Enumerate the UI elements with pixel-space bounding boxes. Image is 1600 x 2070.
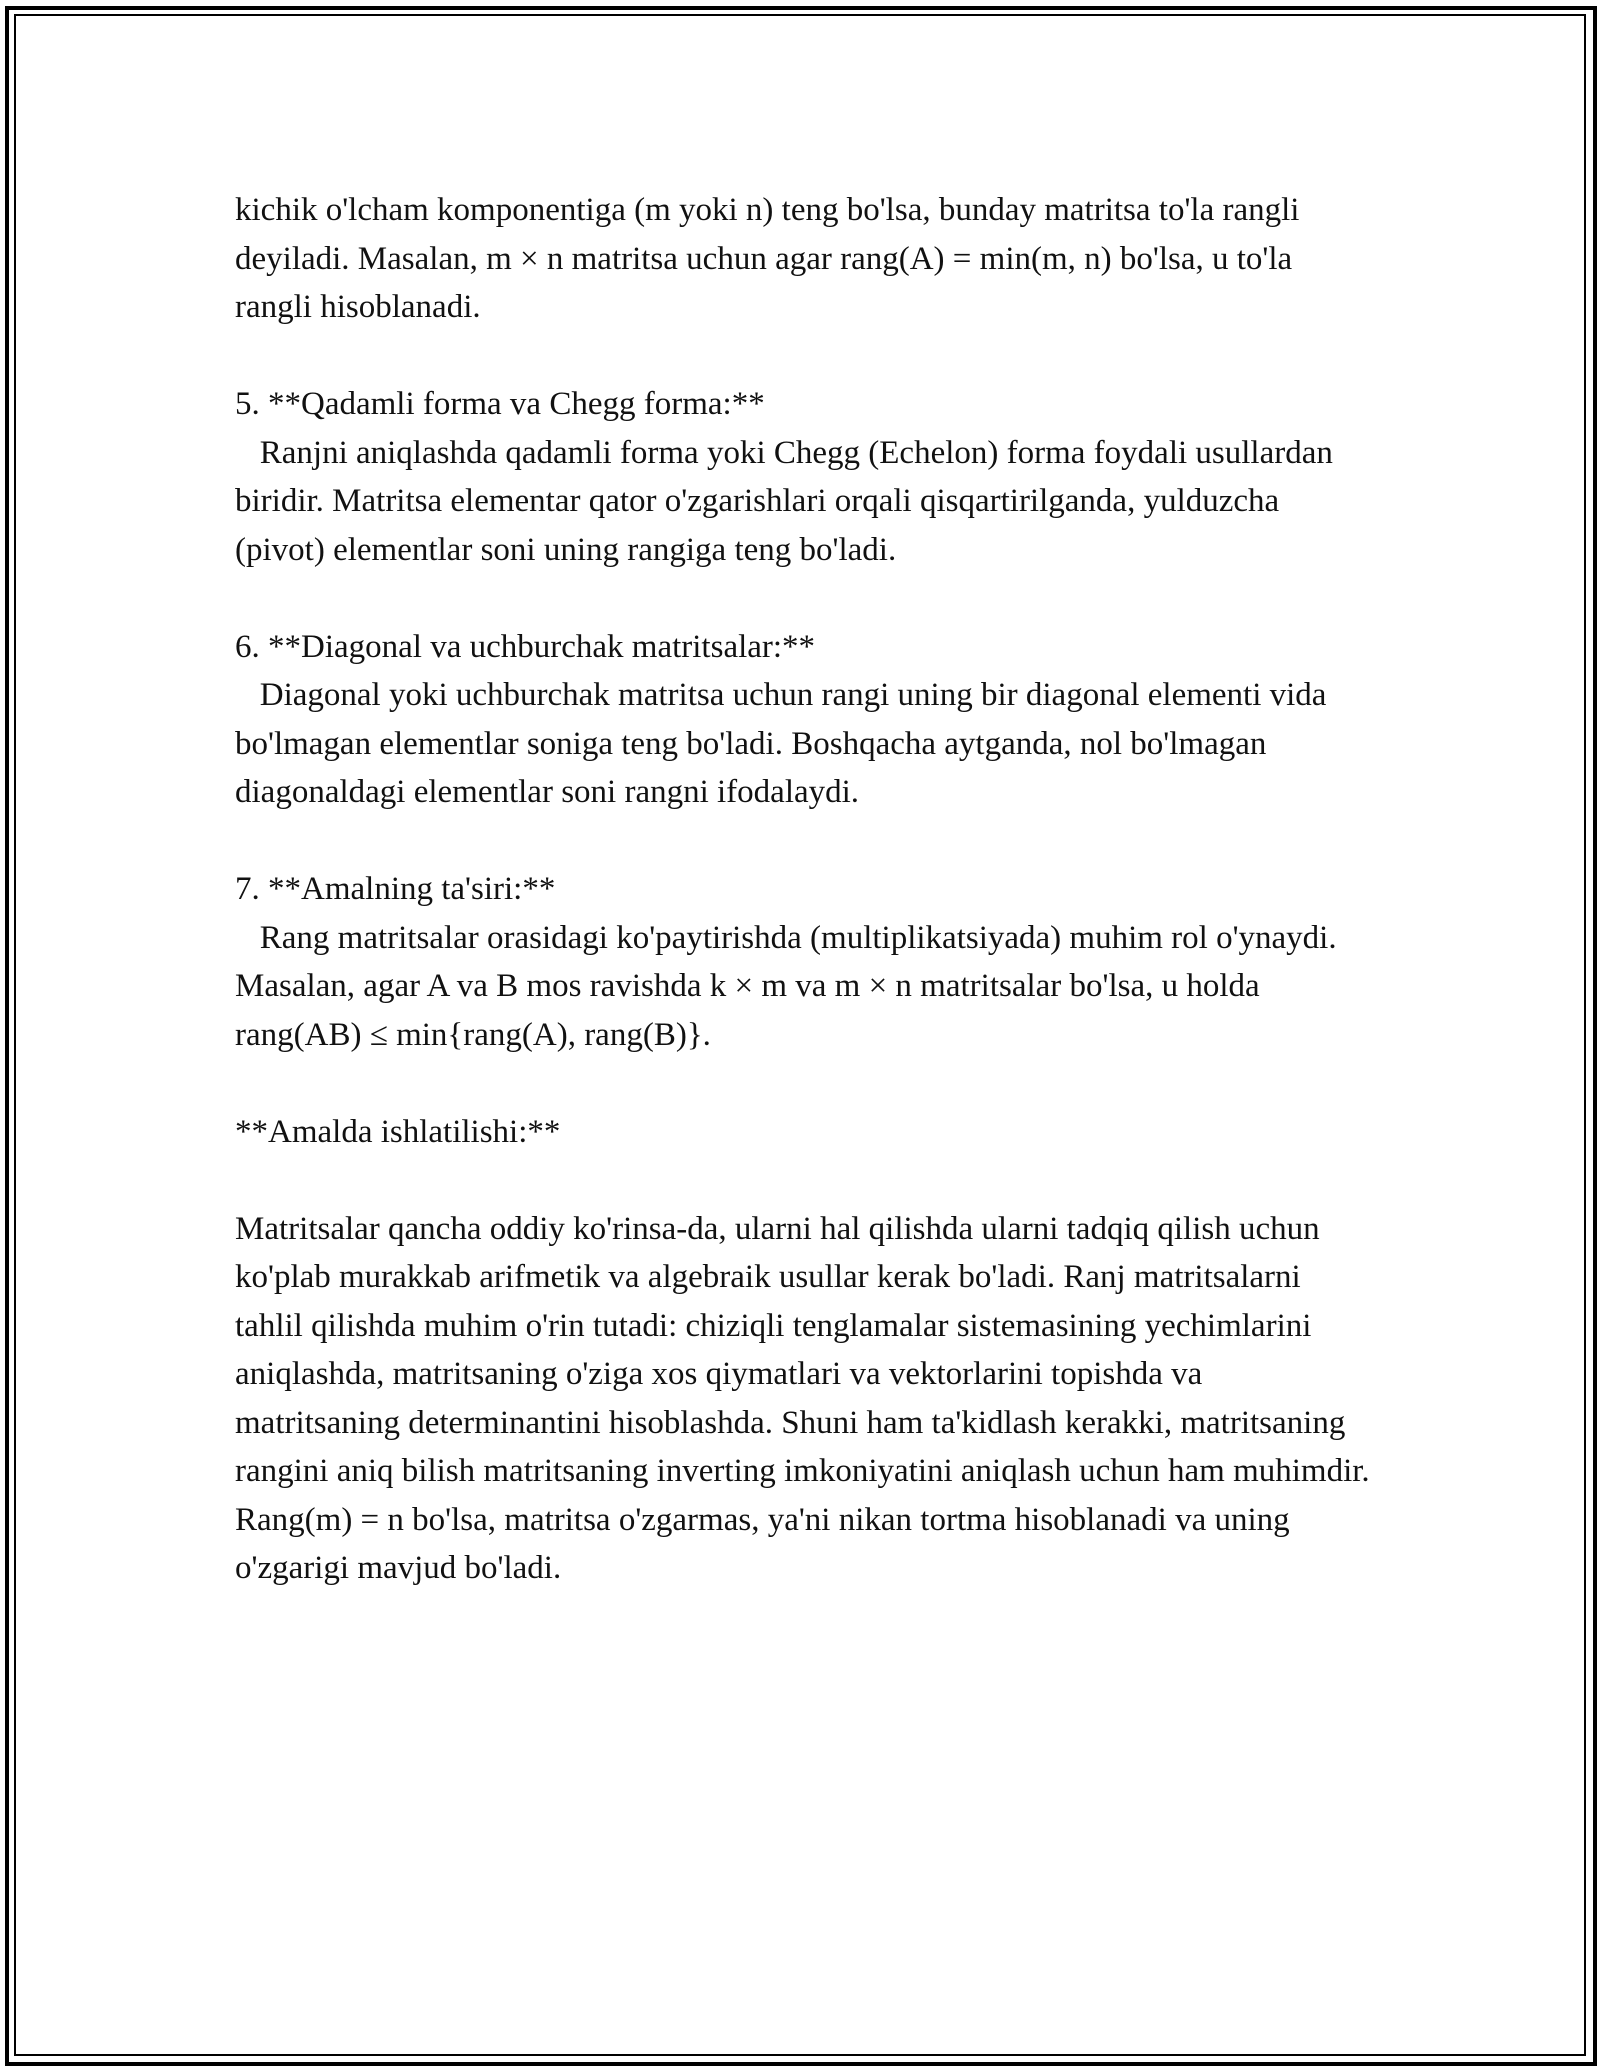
- usage-heading: **Amalda ishlatilishi:**: [235, 1113, 561, 1150]
- spacer: [235, 574, 1375, 623]
- section-7-heading: 7. **Amalning ta'siri:**: [235, 871, 556, 907]
- section-5-heading: 5. **Qadamli forma va Chegg forma:**: [235, 386, 765, 422]
- spacer: [235, 332, 1375, 381]
- spacer: [235, 1059, 1375, 1108]
- spacer: [235, 1156, 1375, 1205]
- spacer: [235, 817, 1375, 866]
- intro-paragraph: kichik o'lcham komponentiga (m yoki n) teng bo'lsa, bunday matritsa to'la rangli deyiladi. Masalan, m × n matritsa uchun agar rang(A) = min(m, n) bo'lsa, u to'la rangli hisoblanadi.: [235, 192, 1308, 325]
- usage-body: Matritsalar qancha oddiy ko'rinsa-da, ularni hal qilishda ularni tadqiq qilish uchun ko'plab murakkab arifmetik va algebraik usullar kerak bo'ladi. Ranj matritsalarni tahlil qilishda muhim o'rin tutadi: chiziqli tenglamalar sistemasining yechimlarini aniqlashda, matritsaning o'ziga xos qiymatlari va vektorlarini topishda va matritsaning determinantini hisoblashda. Shuni ham ta'kidlash kerakki, matritsaning rangini aniq bilish matritsaning inverting imkoniyatini aniqlash uchun ham muhimdir. Rang(m) = n bo'lsa, matritsa o'zgarmas, ya'ni nikan tortma hisoblanadi va uning o'zgarigi mavjud bo'ladi.: [235, 1210, 1378, 1586]
- section-7-body: Rang matritsalar orasidagi ko'paytirishda (multiplikatsiyada) muhim rol o'ynaydi. Masalan, agar A va B mos ravishda k × m va m × n matritsalar bo'lsa, u holda rang(AB) ≤ min{rang(A), rang(B)}.: [235, 919, 1345, 1053]
- section-6-body: Diagonal yoki uchburchak matritsa uchun rangi uning bir diagonal elementi vida bo'lmagan elementlar soniga teng bo'ladi. Boshqacha aytganda, nol bo'lmagan diagonaldagi elementlar soni rangni ifodalaydi.: [235, 677, 1335, 810]
- section-6-heading: 6. **Diagonal va uchburchak matritsalar:**: [235, 628, 816, 665]
- section-5-body: Ranjni aniqlashda qadamli forma yoki Chegg (Echelon) forma foydali usullardan biridir. Matritsa elementar qator o'zgarishlari orqali qisqartirilganda, yulduzcha (pivot) elementlar soni uning rangiga teng bo'ladi.: [235, 434, 1342, 568]
- document-body: [235, 186, 1378, 1593]
